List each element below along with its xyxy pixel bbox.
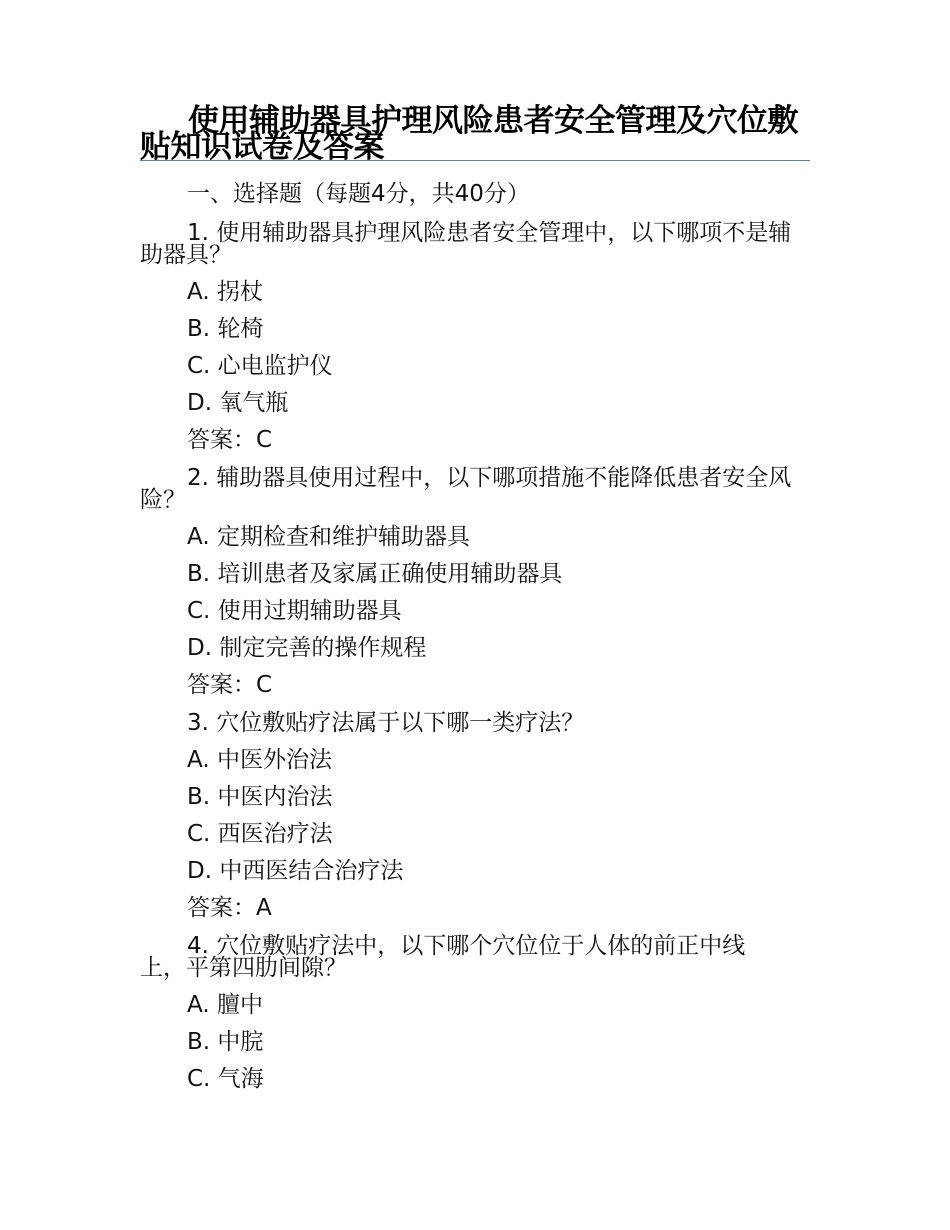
option-3b: B. 中医内治法 [187,784,333,810]
question-stem-3: 3. 穴位敷贴疗法属于以下哪一类疗法？ [187,710,585,736]
question-stem-1: 1. 使用辅助器具护理风险患者安全管理中，以下哪项不是辅助器具？ [140,220,792,268]
option-2d: D. 制定完善的操作规程 [187,635,427,661]
option-1d: D. 氧气瓶 [187,390,289,416]
option-3a: A. 中医外治法 [187,747,332,773]
option-3c: C. 西医治疗法 [187,821,333,847]
answer-1: 答案：C [187,427,273,453]
question-stem-2: 2. 辅助器具使用过程中，以下哪项措施不能降低患者安全风险？ [140,465,792,513]
option-2b: B. 培训患者及家属正确使用辅助器具 [187,561,563,587]
option-1a: A. 拐杖 [187,279,263,305]
answer-2: 答案：C [187,672,273,698]
title-underline [140,160,810,161]
section-heading: 一、选择题（每题4分，共40分） [187,181,530,207]
question-stem-4: 4. 穴位敷贴疗法中，以下哪个穴位位于人体的前正中线上，平第四肋间隙？ [140,933,746,981]
title-block [140,103,810,165]
option-1b: B. 轮椅 [187,316,264,342]
document-title: 使用辅助器具护理风险患者安全管理及穴位敷贴知识试卷及答案 [140,103,798,165]
option-4b: B. 中脘 [187,1029,264,1055]
option-4c: C. 气海 [187,1066,264,1092]
option-1c: C. 心电监护仪 [187,353,333,379]
option-4a: A. 膻中 [187,992,263,1018]
option-2a: A. 定期检查和维护辅助器具 [187,524,470,550]
option-3d: D. 中西医结合治疗法 [187,858,404,884]
option-2c: C. 使用过期辅助器具 [187,598,402,624]
answer-3: 答案：A [187,895,272,921]
